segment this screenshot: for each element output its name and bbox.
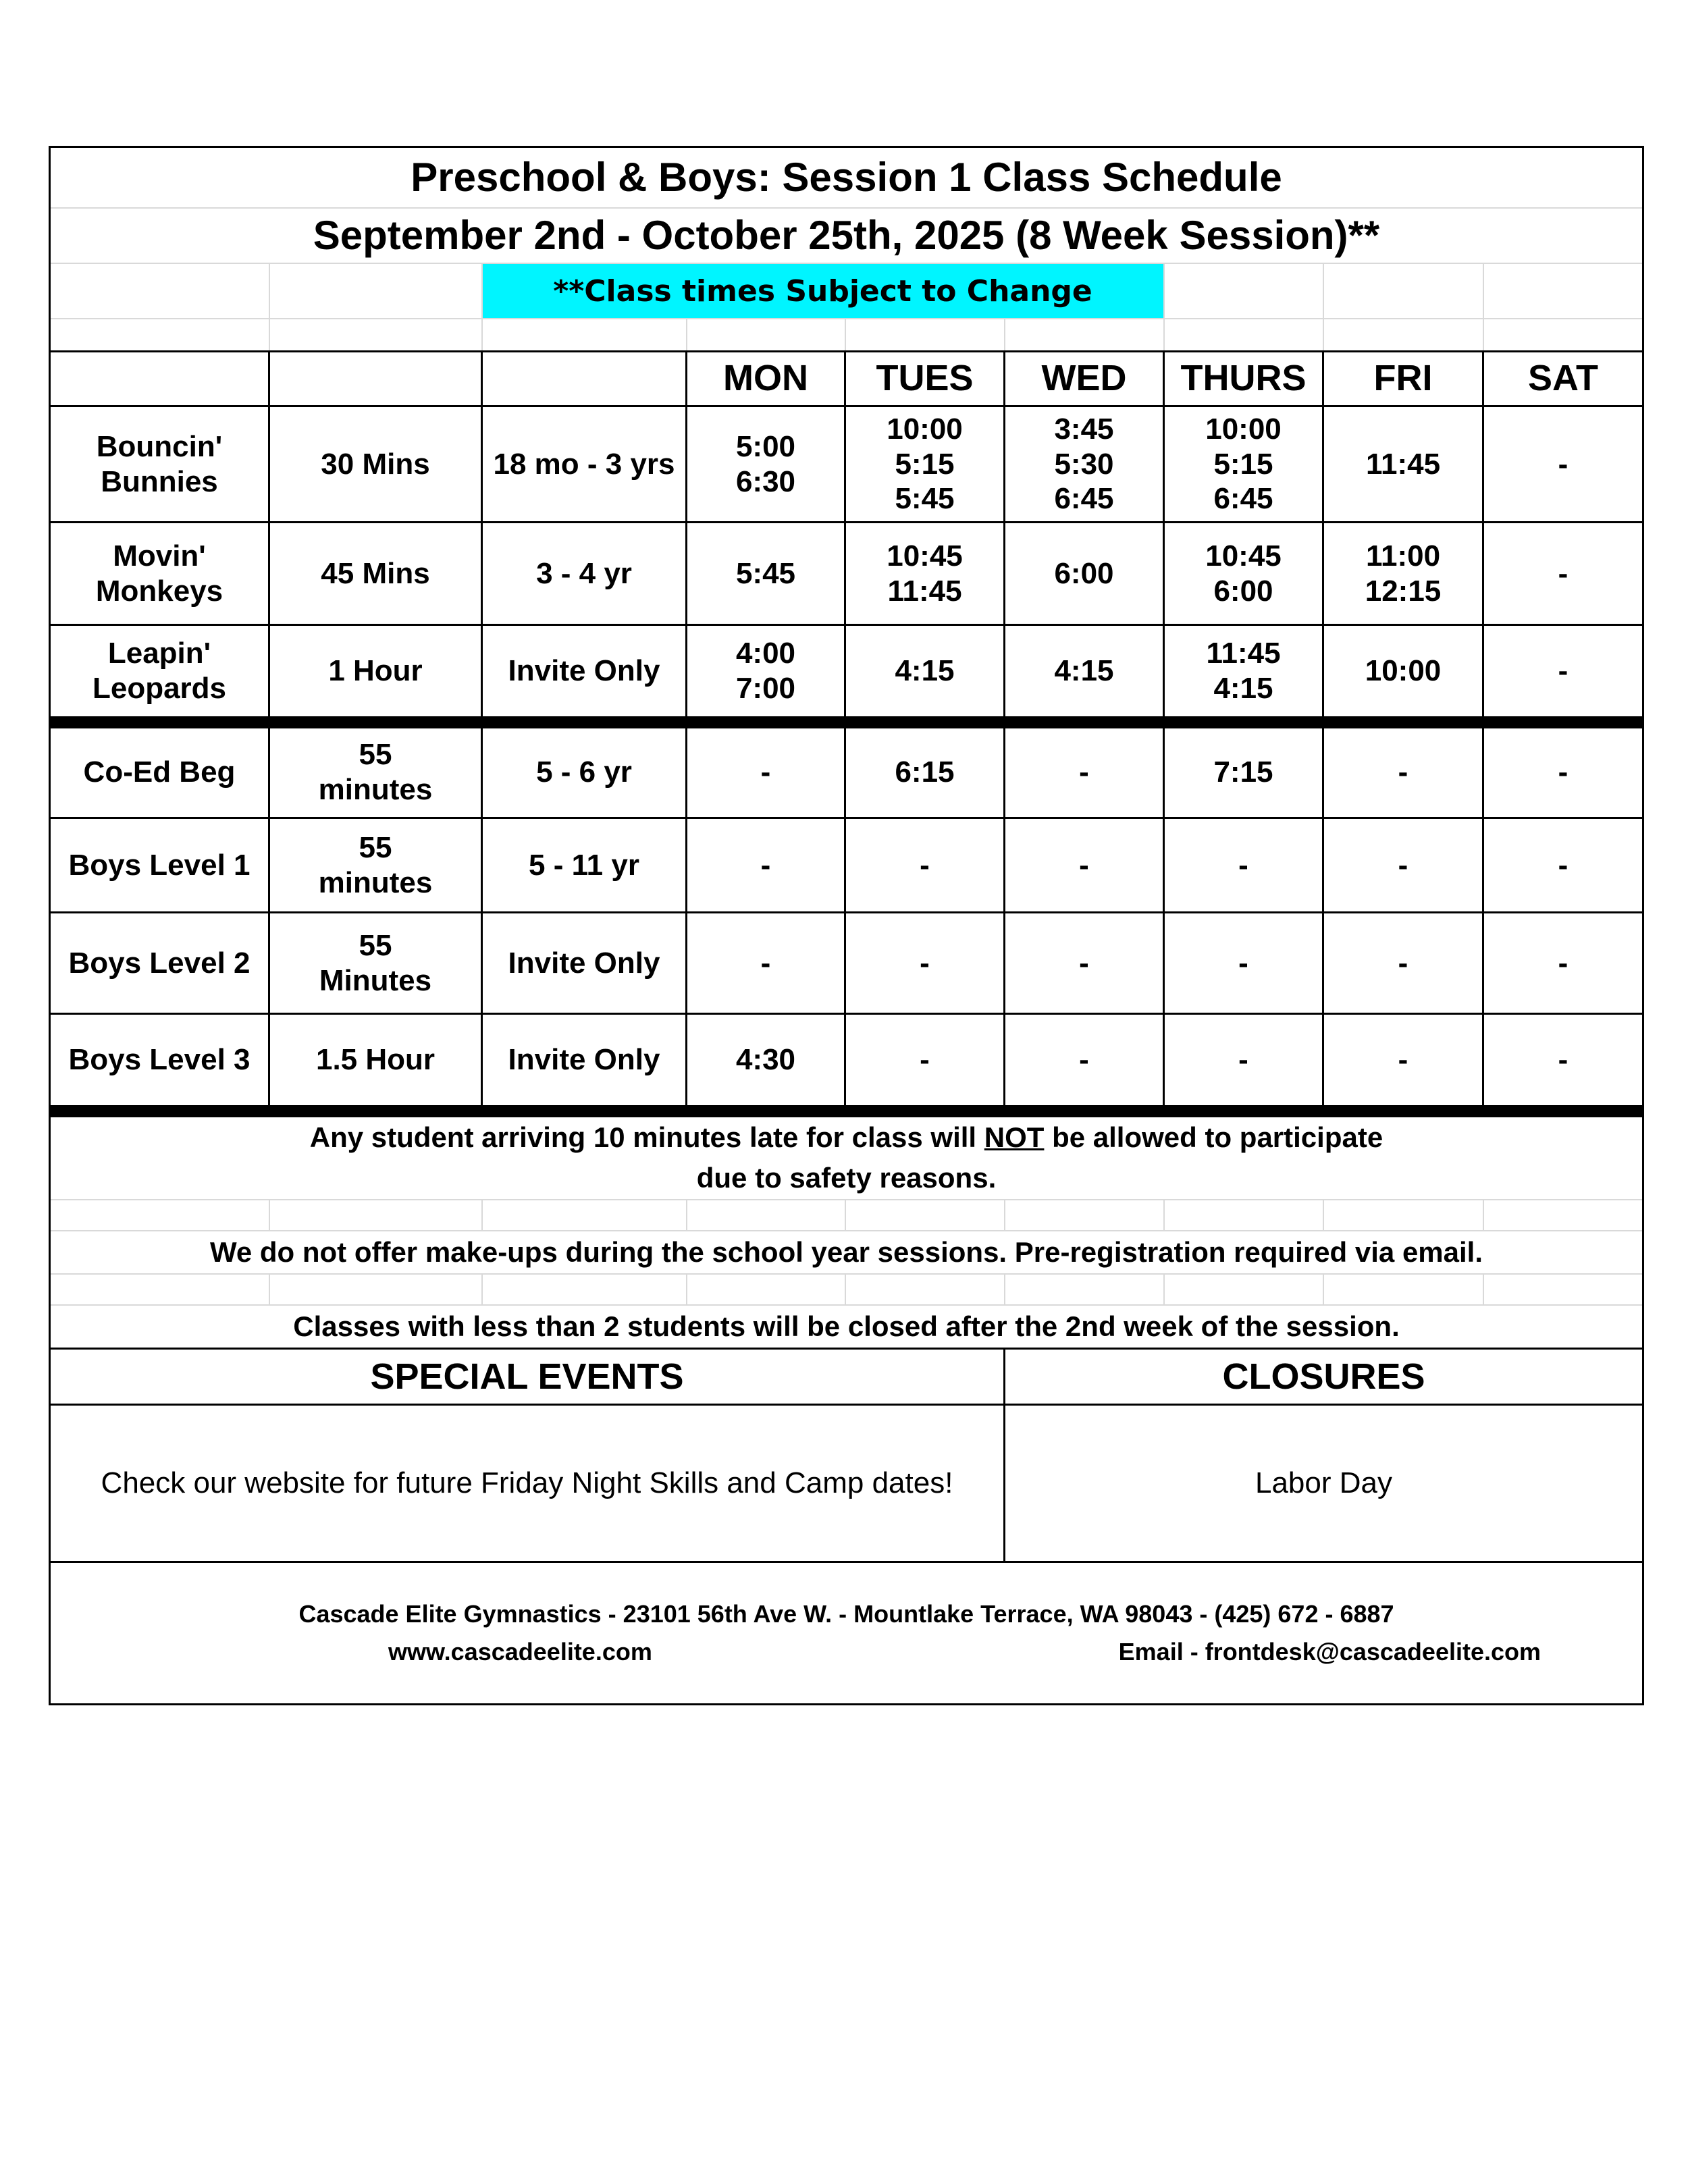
empty-cell	[269, 319, 482, 352]
schedule-table	[49, 146, 1644, 1705]
closures-body: Labor Day	[1005, 1404, 1643, 1562]
class-time-fri: 11:00 12:15	[1323, 523, 1483, 625]
class-time-wed: 6:00	[1005, 523, 1164, 625]
class-row-bouncin-bunnies	[50, 406, 1643, 523]
class-time-mon: 5:45	[687, 523, 845, 625]
empty-cell	[50, 263, 269, 319]
empty-cell	[50, 1200, 269, 1231]
class-time-tues: -	[845, 818, 1005, 913]
class-time-wed: -	[1005, 913, 1164, 1014]
class-time-wed: -	[1005, 1014, 1164, 1111]
empty-cell	[687, 1274, 845, 1305]
class-schedule	[50, 352, 1643, 1111]
class-time-sat: -	[1483, 913, 1643, 1014]
empty-cell	[687, 1200, 845, 1231]
class-row-boys-level-3	[50, 1014, 1643, 1111]
class-time-wed: 3:45 5:30 6:45	[1005, 406, 1164, 523]
change-notice: **Class times Subject to Change	[482, 263, 1164, 319]
class-time-thurs: -	[1164, 818, 1323, 913]
empty-cell	[1323, 1200, 1483, 1231]
class-time-wed: 4:15	[1005, 625, 1164, 722]
class-duration: 55 minutes	[269, 818, 482, 913]
class-time-sat: -	[1483, 523, 1643, 625]
late-emphasis: NOT	[984, 1121, 1045, 1153]
day-header-fri: FRI	[1323, 352, 1483, 406]
class-time-wed: -	[1005, 818, 1164, 913]
special-events-heading: SPECIAL EVENTS	[50, 1348, 1005, 1404]
empty-cell	[269, 1200, 482, 1231]
class-time-mon: -	[687, 818, 845, 913]
late-arrival-line1	[51, 1117, 1642, 1158]
class-name: Leapin' Leopards	[50, 625, 269, 722]
footer-cell	[50, 1562, 1643, 1704]
day-header-mon: MON	[687, 352, 845, 406]
late-arrival-note	[50, 1111, 1643, 1200]
empty-cell	[1483, 319, 1643, 352]
footer-website: www.cascadeelite.com	[388, 1637, 652, 1666]
closures-heading: CLOSURES	[1005, 1348, 1643, 1404]
class-duration: 1 Hour	[269, 625, 482, 722]
empty-header-cell	[269, 352, 482, 406]
class-time-mon: -	[687, 913, 845, 1014]
empty-cell	[482, 1274, 687, 1305]
empty-cell	[50, 1274, 269, 1305]
class-age: Invite Only	[482, 913, 687, 1014]
late-text-end: be allowed to participate	[1044, 1121, 1383, 1153]
class-duration: 1.5 Hour	[269, 1014, 482, 1111]
class-time-thurs: 7:15	[1164, 722, 1323, 818]
class-time-thurs: 10:45 6:00	[1164, 523, 1323, 625]
class-time-tues: 4:15	[845, 625, 1005, 722]
empty-cell	[269, 263, 482, 319]
day-header-wed: WED	[1005, 352, 1164, 406]
class-time-tues: 10:45 11:45	[845, 523, 1005, 625]
day-header-row	[50, 352, 1643, 406]
empty-cell	[687, 319, 845, 352]
class-age: 5 - 6 yr	[482, 722, 687, 818]
class-time-mon: 4:30	[687, 1014, 845, 1111]
class-name: Boys Level 2	[50, 913, 269, 1014]
class-time-sat: -	[1483, 406, 1643, 523]
class-time-mon: 5:00 6:30	[687, 406, 845, 523]
footer-address: Cascade Elite Gymnastics - 23101 56th Ave W. - Mountlake Terrace, WA 98043 - (425) 672 - 6887	[298, 1599, 1394, 1628]
class-duration: 55 Minutes	[269, 913, 482, 1014]
class-time-tues: -	[845, 913, 1005, 1014]
class-time-fri: 11:45	[1323, 406, 1483, 523]
class-row-co-ed-beg	[50, 722, 1643, 818]
makeups-note: We do not offer make-ups during the school year sessions. Pre-registration required via email.	[50, 1231, 1643, 1274]
class-time-fri: -	[1323, 818, 1483, 913]
empty-cell	[1005, 319, 1164, 352]
class-time-fri: -	[1323, 722, 1483, 818]
class-time-sat: -	[1483, 818, 1643, 913]
class-time-fri: 10:00	[1323, 625, 1483, 722]
schedule-sheet	[49, 146, 1642, 1705]
class-time-fri: -	[1323, 913, 1483, 1014]
empty-cell	[1164, 1200, 1323, 1231]
empty-cell	[845, 1200, 1005, 1231]
policy-notes	[50, 1111, 1643, 1349]
special-events-body: Check our website for future Friday Night Skills and Camp dates!	[50, 1404, 1005, 1562]
empty-cell	[1483, 1274, 1643, 1305]
class-duration: 30 Mins	[269, 406, 482, 523]
empty-cell	[1005, 1274, 1164, 1305]
minimum-enrollment-note: Classes with less than 2 students will be closed after the 2nd week of the session.	[50, 1305, 1643, 1348]
empty-cell	[269, 1274, 482, 1305]
class-name: Co-Ed Beg	[50, 722, 269, 818]
empty-cell	[50, 319, 269, 352]
class-name: Movin' Monkeys	[50, 523, 269, 625]
empty-cell	[1005, 1200, 1164, 1231]
class-time-sat: -	[1483, 625, 1643, 722]
day-header-tues: TUES	[845, 352, 1005, 406]
day-header-thurs: THURS	[1164, 352, 1323, 406]
empty-header-cell	[50, 352, 269, 406]
class-row-boys-level-1	[50, 818, 1643, 913]
late-arrival-line2: due to safety reasons.	[696, 1162, 997, 1194]
class-time-thurs: -	[1164, 913, 1323, 1014]
session-dates: September 2nd - October 25th, 2025 (8 Week Session)**	[50, 208, 1643, 263]
class-age: Invite Only	[482, 1014, 687, 1111]
footer-email: Email - frontdesk@cascadeelite.com	[1118, 1637, 1541, 1666]
class-time-thurs: 10:00 5:15 6:45	[1164, 406, 1323, 523]
page-title: Preschool & Boys: Session 1 Class Schedule	[50, 147, 1643, 209]
footer	[50, 1562, 1643, 1704]
empty-cell	[1323, 263, 1483, 319]
class-time-wed: -	[1005, 722, 1164, 818]
late-text: Any student arriving 10 minutes late for class will	[309, 1121, 984, 1153]
day-header-sat: SAT	[1483, 352, 1643, 406]
class-time-mon: -	[687, 722, 845, 818]
empty-cell	[845, 319, 1005, 352]
class-name: Boys Level 3	[50, 1014, 269, 1111]
class-name: Bouncin' Bunnies	[50, 406, 269, 523]
empty-cell	[845, 1274, 1005, 1305]
empty-header-cell	[482, 352, 687, 406]
class-row-leapin-leopards	[50, 625, 1643, 722]
class-name: Boys Level 1	[50, 818, 269, 913]
empty-cell	[482, 319, 687, 352]
class-row-movin-monkeys	[50, 523, 1643, 625]
class-age: Invite Only	[482, 625, 687, 722]
class-duration: 55 minutes	[269, 722, 482, 818]
events-section	[50, 1348, 1643, 1562]
class-time-fri: -	[1323, 1014, 1483, 1111]
class-age: 18 mo - 3 yrs	[482, 406, 687, 523]
class-age: 5 - 11 yr	[482, 818, 687, 913]
class-time-tues: 10:00 5:15 5:45	[845, 406, 1005, 523]
empty-cell	[1164, 319, 1323, 352]
empty-cell	[1483, 263, 1643, 319]
empty-cell	[1323, 1274, 1483, 1305]
empty-cell	[1164, 1274, 1323, 1305]
empty-cell	[1164, 263, 1323, 319]
class-time-thurs: -	[1164, 1014, 1323, 1111]
class-duration: 45 Mins	[269, 523, 482, 625]
class-time-mon: 4:00 7:00	[687, 625, 845, 722]
class-row-boys-level-2	[50, 913, 1643, 1014]
class-time-tues: -	[845, 1014, 1005, 1111]
class-time-sat: -	[1483, 1014, 1643, 1111]
empty-cell	[1323, 319, 1483, 352]
footer-contact-row	[51, 1638, 1642, 1666]
class-time-thurs: 11:45 4:15	[1164, 625, 1323, 722]
class-time-tues: 6:15	[845, 722, 1005, 818]
class-age: 3 - 4 yr	[482, 523, 687, 625]
class-time-sat: -	[1483, 722, 1643, 818]
empty-cell	[482, 1200, 687, 1231]
empty-cell	[1483, 1200, 1643, 1231]
